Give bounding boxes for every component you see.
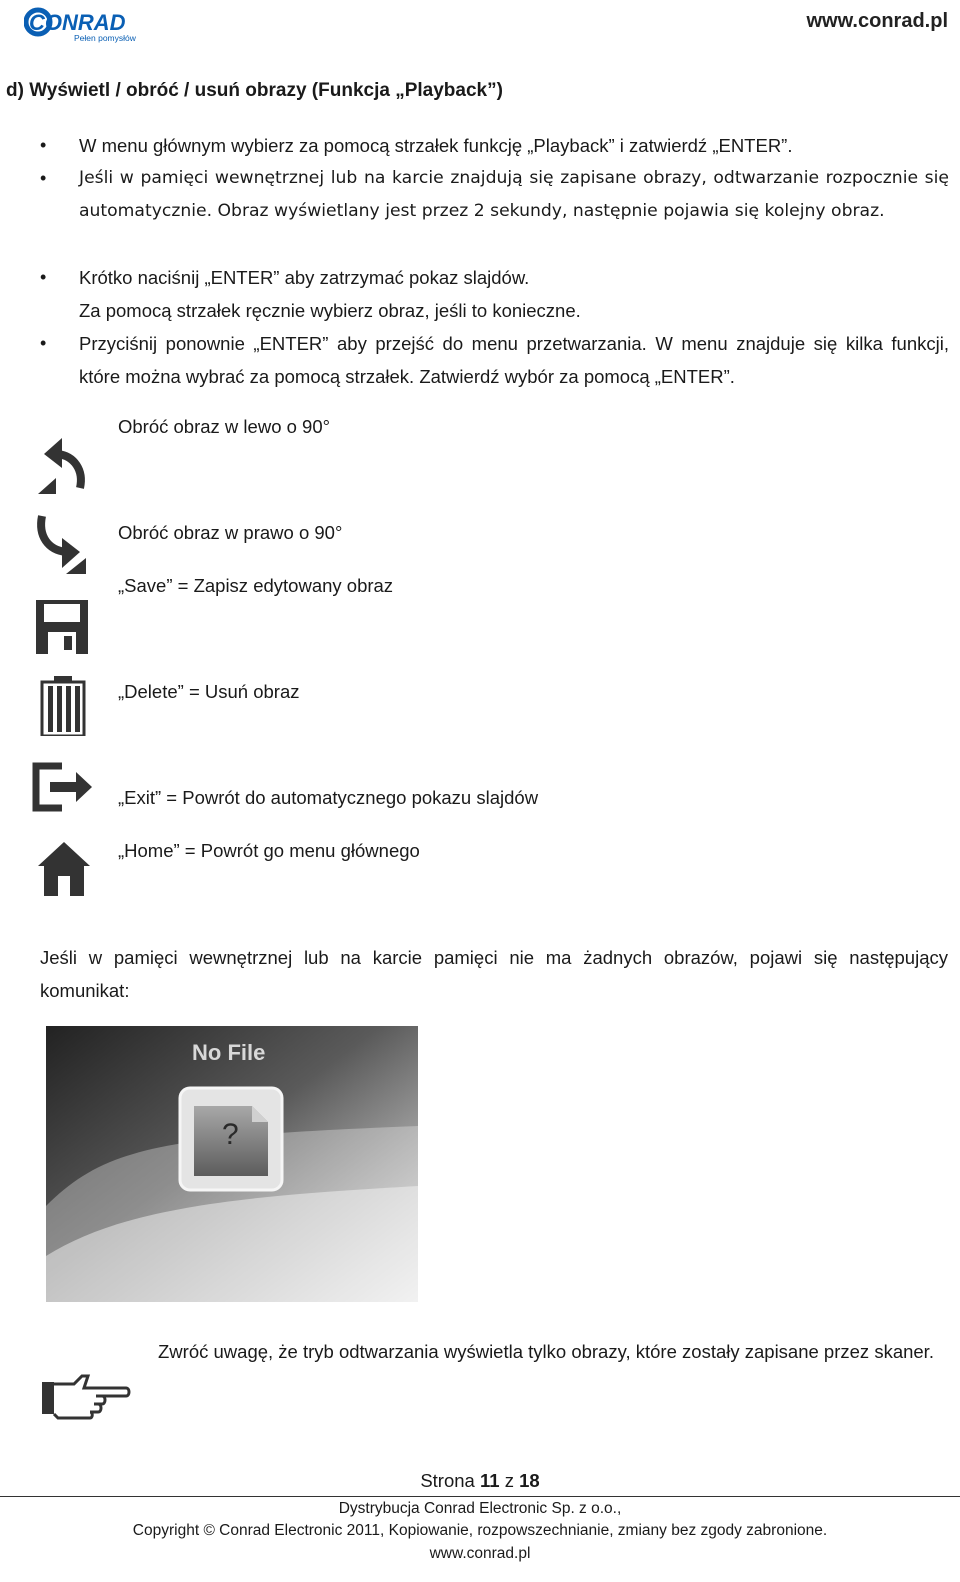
home-label: „Home” = Powrót go menu głównego bbox=[118, 840, 420, 861]
footer-distributor: Dystrybucja Conrad Electronic Sp. z o.o., bbox=[338, 1500, 622, 1517]
footer-divider bbox=[0, 1496, 960, 1497]
page-prefix: Strona bbox=[420, 1470, 475, 1491]
bullet-4-text: Przyciśnij ponownie „ENTER” aby przejść do menu przetwarzania. W menu znajduje się kilka funkcji, które można wybrać za pomocą strzałek. Zatwierdź wybór za pomocą „ENTER”. bbox=[79, 333, 949, 387]
exit-label: „Exit” = Powrót do automatycznego pokazu slajdów bbox=[118, 787, 539, 808]
page-separator: z bbox=[504, 1470, 514, 1491]
no-images-paragraph: Jeśli w pamięci wewnętrznej lub na karcie pamięci nie ma żadnych obrazów, pojawi się następujący komunikat: bbox=[40, 947, 948, 1001]
bullet-marker: • bbox=[40, 168, 47, 188]
bullet-2-text: Jeśli w pamięci wewnętrznej lub na karcie znajdują się zapisane obrazy, odtwarzanie rozpocznie się automatycznie. Obraz wyświetlany jest przez 2 sekundy, następnie pojawia się kolejny obraz. bbox=[79, 168, 949, 221]
note-text: Zwróć uwagę, że tryb odtwarzania wyświetla tylko obrazy, które zostały zapisane przez skaner. bbox=[158, 1341, 934, 1362]
bullet-marker: • bbox=[40, 135, 47, 155]
save-floppy-icon bbox=[34, 598, 90, 661]
rotate-right-icon bbox=[30, 508, 94, 579]
bullet-marker: • bbox=[40, 267, 47, 287]
no-file-screen-image bbox=[46, 1026, 418, 1302]
bullet-marker: • bbox=[40, 333, 47, 353]
bullet-1-text: W menu głównym wybierz za pomocą strzałek funkcję „Playback” i zatwierdź „ENTER”. bbox=[79, 135, 793, 156]
rotate-left-icon bbox=[30, 432, 94, 503]
page-total: 18 bbox=[519, 1470, 540, 1491]
header-url[interactable]: www.conrad.pl bbox=[806, 10, 948, 32]
footer-url[interactable]: www.conrad.pl bbox=[429, 1545, 531, 1562]
save-label: „Save” = Zapisz edytowany obraz bbox=[118, 575, 394, 596]
logo-text: CONRAD bbox=[29, 10, 126, 35]
bullet-3-line-1: Krótko naciśnij „ENTER” aby zatrzymać pokaz slajdów. bbox=[79, 267, 530, 288]
delete-label: „Delete” = Usuń obraz bbox=[118, 681, 300, 702]
no-file-label: No File bbox=[192, 1040, 266, 1065]
rotate-right-label: Obróć obraz w prawo o 90° bbox=[118, 522, 343, 543]
footer-copyright: Copyright © Conrad Electronic 2011, Kopiowanie, rozpowszechnianie, zmiany bez zgody zabronione. bbox=[132, 1522, 828, 1539]
bullet-3-line-2: Za pomocą strzałek ręcznie wybierz obraz, jeśli to konieczne. bbox=[79, 300, 581, 321]
home-icon bbox=[36, 840, 92, 903]
exit-icon bbox=[32, 762, 94, 817]
page-indicator bbox=[0, 1470, 960, 1492]
rotate-left-label: Obróć obraz w lewo o 90° bbox=[118, 416, 331, 437]
page-current: 11 bbox=[479, 1470, 500, 1491]
logo-tagline: Pełen pomysłów bbox=[74, 33, 136, 43]
conrad-logo bbox=[24, 6, 144, 44]
delete-trash-icon bbox=[40, 676, 86, 741]
question-mark: ? bbox=[222, 1118, 239, 1151]
pointing-hand-icon bbox=[38, 1364, 134, 1429]
section-heading: d) Wyświetl / obróć / usuń obrazy (Funkcja „Playback”) bbox=[6, 80, 503, 101]
